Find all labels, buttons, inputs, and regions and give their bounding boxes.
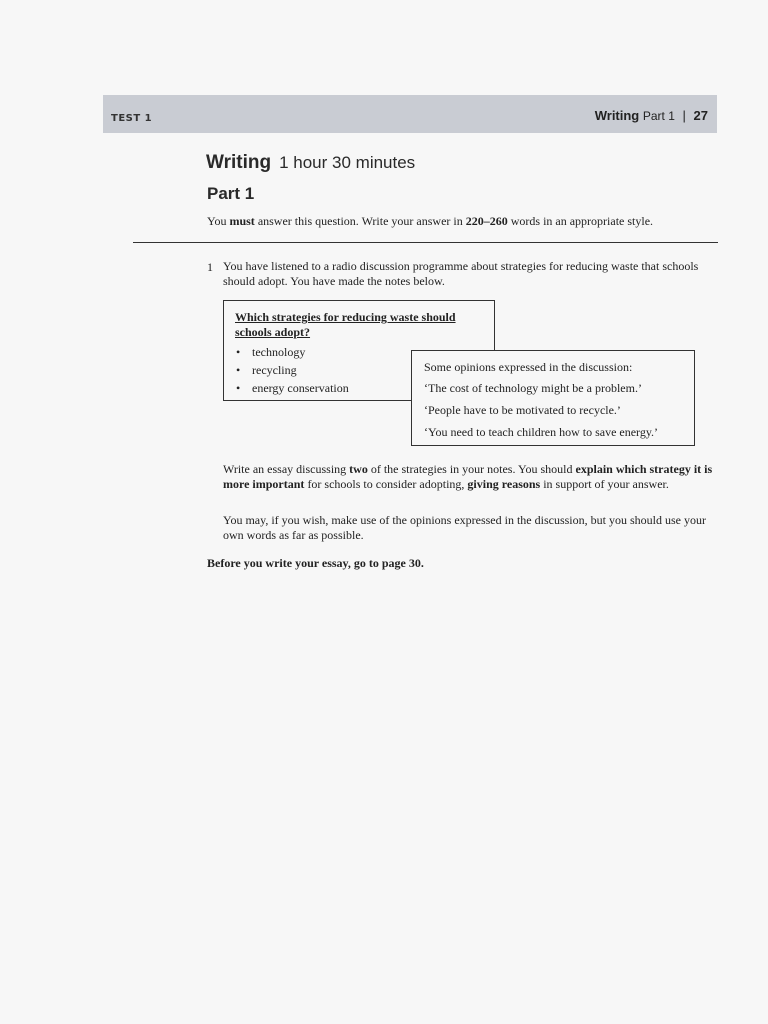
part-title: Part 1 — [207, 184, 255, 203]
question-number: 1 — [207, 260, 213, 274]
instruction-text: words in an appropriate style. — [507, 214, 654, 228]
task-emphasis: two — [349, 462, 368, 476]
opinion-item: ‘You need to teach children how to save energy.’ — [424, 425, 659, 439]
instruction-must: must — [229, 214, 255, 228]
task-text: of the strategies in your notes. You should — [367, 462, 576, 476]
test-label: TEST 1 — [111, 113, 153, 124]
page-title — [206, 152, 415, 174]
list-item — [236, 343, 349, 361]
opinions-box — [411, 350, 695, 446]
header-separator: | — [682, 108, 686, 123]
list-item — [236, 379, 349, 397]
bullet-icon: • — [236, 381, 241, 395]
opinions-heading: Some opinions expressed in the discussion: — [424, 360, 633, 374]
page-number: 27 — [693, 108, 708, 123]
list-item — [236, 361, 349, 379]
instruction — [207, 214, 653, 229]
notes-heading: Which strategies for reducing waste should schools adopt? — [235, 310, 456, 339]
header-section: Writing — [594, 108, 640, 123]
instruction-word-count: 220–260 — [465, 214, 508, 228]
note-item: technology — [252, 345, 306, 359]
opinion-item: ‘The cost of technology might be a problem.’ — [424, 381, 642, 395]
task-text: in support of your answer. — [540, 477, 669, 491]
task-text: Write an essay discussing — [223, 462, 350, 476]
task-text: for schools to consider adopting, — [304, 477, 468, 491]
running-header — [595, 108, 708, 123]
opinion-item: ‘People have to be motivated to recycle.’ — [424, 403, 621, 417]
question-text: You have listened to a radio discussion programme about strategies for reducing waste that schools should adopt. You have made the notes below. — [223, 259, 699, 288]
task-paragraph — [223, 462, 718, 492]
notes-list — [236, 343, 349, 397]
footer-note: Before you write your essay, go to page 30. — [207, 556, 424, 570]
bullet-icon: • — [236, 345, 241, 359]
task-emphasis: explain which strategy it is more important — [223, 462, 713, 491]
divider — [133, 242, 718, 243]
title-section: Writing — [206, 152, 272, 173]
bullet-icon: • — [236, 363, 241, 377]
task-emphasis: giving reasons — [467, 477, 541, 491]
note-item: recycling — [252, 363, 297, 377]
instruction-text: You — [207, 214, 230, 228]
instruction-text: answer this question. Write your answer in — [254, 214, 466, 228]
note-item: energy conservation — [252, 381, 349, 395]
title-duration: 1 hour 30 minutes — [279, 153, 416, 172]
task-paragraph-optional: You may, if you wish, make use of the opinions expressed in the discussion, but you should use your own words as far as possible. — [223, 513, 706, 542]
header-part: Part 1 — [642, 109, 675, 123]
